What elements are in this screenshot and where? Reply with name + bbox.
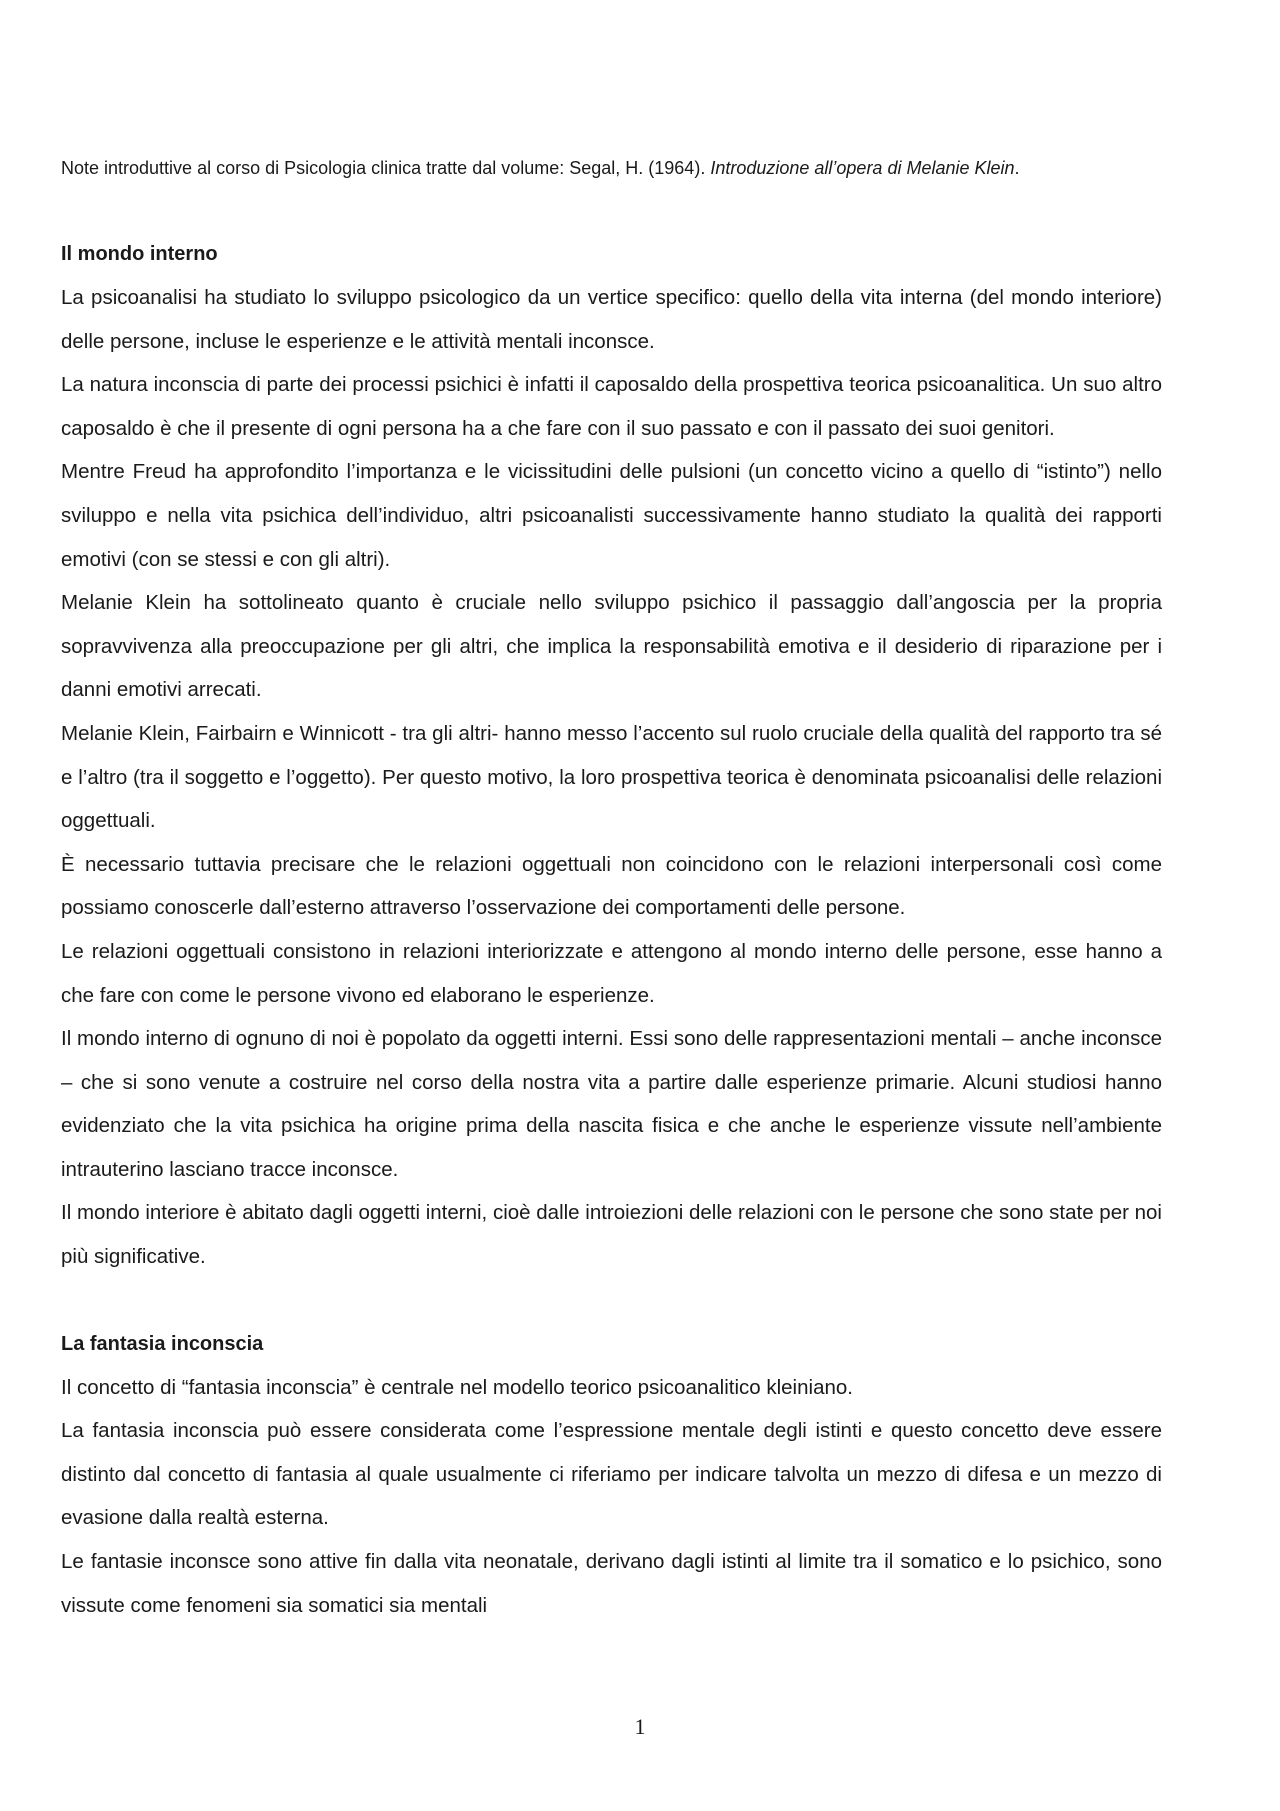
paragraph: La psicoanalisi ha studiato lo sviluppo psicologico da un vertice specifico: quello della vita interna (del mondo interiore) delle persone, incluse le esperienze e le attività mentali inconsce. <box>61 286 1162 353</box>
paragraph: Il mondo interiore è abitato dagli oggetti interni, cioè dalle introiezioni delle relazioni con le persone che sono state per noi più significative. <box>61 1201 1162 1269</box>
intro-note <box>61 150 1162 186</box>
document-page <box>61 150 1162 1627</box>
paragraph: Melanie Klein ha sottolineato quanto è cruciale nello sviluppo psichico il passaggio dall’angoscia per la propria sopravvivenza alla preoccupazione per gli altri, che implica la responsabilità emotiva e il desiderio di riparazione per i danni emotivi arrecati. <box>61 591 1162 702</box>
intro-suffix: . <box>1014 158 1020 178</box>
section-mondo-interno <box>61 232 1162 1279</box>
intro-prefix: Note introduttive al corso di Psicologia clinica tratte dal volume: Segal, H. (1964). <box>61 158 711 178</box>
paragraph: Mentre Freud ha approfondito l’importanza e le vicissitudini delle pulsioni (un concetto vicino a quello di “istinto”) nello sviluppo e nella vita psichica dell’individuo, altri psicoanalisti successivamente hanno studiato la qualità dei rapporti emotivi (con se stessi e con gli altri). <box>61 460 1162 571</box>
paragraph: Il concetto di “fantasia inconscia” è centrale nel modello teorico psicoanalitico kleiniano. <box>61 1375 853 1399</box>
section-fantasia-inconscia <box>61 1322 1162 1628</box>
paragraph: Melanie Klein, Fairbairn e Winnicott - tra gli altri- hanno messo l’accento sul ruolo cruciale della qualità del rapporto tra sé e l’altro (tra il soggetto e l’oggetto). Per questo motivo, la loro prospettiva teorica è denominata psicoanalisi delle relazioni oggettuali. <box>61 721 1162 833</box>
intro-book-title: Introduzione all’opera di Melanie Klein <box>710 158 1015 178</box>
paragraph: Le relazioni oggettuali consistono in relazioni interiorizzate e attengono al mondo interno delle persone, esse hanno a che fare con come le persone vivono ed elaborano le esperienze. <box>61 939 1162 1007</box>
paragraph: Le fantasie inconsce sono attive fin dalla vita neonatale, derivano dagli istinti al limite tra il somatico e lo psichico, sono vissute come fenomeni sia somatici sia mentali <box>61 1550 1162 1617</box>
paragraph: È necessario tuttavia precisare che le relazioni oggettuali non coincidono con le relazioni interpersonali così come possiamo conoscerle dall’esterno attraverso l’osservazione dei comportamenti delle persone. <box>61 852 1162 920</box>
paragraph: La fantasia inconscia può essere considerata come l’espressione mentale degli istinti e questo concetto deve essere distinto dal concetto di fantasia al quale usualmente ci riferiamo per indicare talvolta un mezzo di difesa e un mezzo di evasione dalla realtà esterna. <box>61 1419 1162 1530</box>
section-heading: Il mondo interno <box>61 243 218 265</box>
paragraph: Il mondo interno di ognuno di noi è popolato da oggetti interni. Essi sono delle rappresentazioni mentali – anche inconsce – che si sono venute a costruire nel corso della nostra vita a partire dalle esperienze primarie. Alcuni studiosi hanno evidenziato che la vita psichica ha origine prima della nascita fisica e che anche le esperienze vissute nell’ambiente intrauterino lasciano tracce inconsce. <box>61 1027 1162 1181</box>
section-heading: La fantasia inconscia <box>61 1332 264 1355</box>
page-number: 1 <box>634 1714 646 1739</box>
paragraph: La natura inconscia di parte dei processi psichici è infatti il caposaldo della prospettiva teorica psicoanalitica. Un suo altro caposaldo è che il presente di ogni persona ha a che fare con il suo passato e con il passato dei suoi genitori. <box>61 373 1162 440</box>
